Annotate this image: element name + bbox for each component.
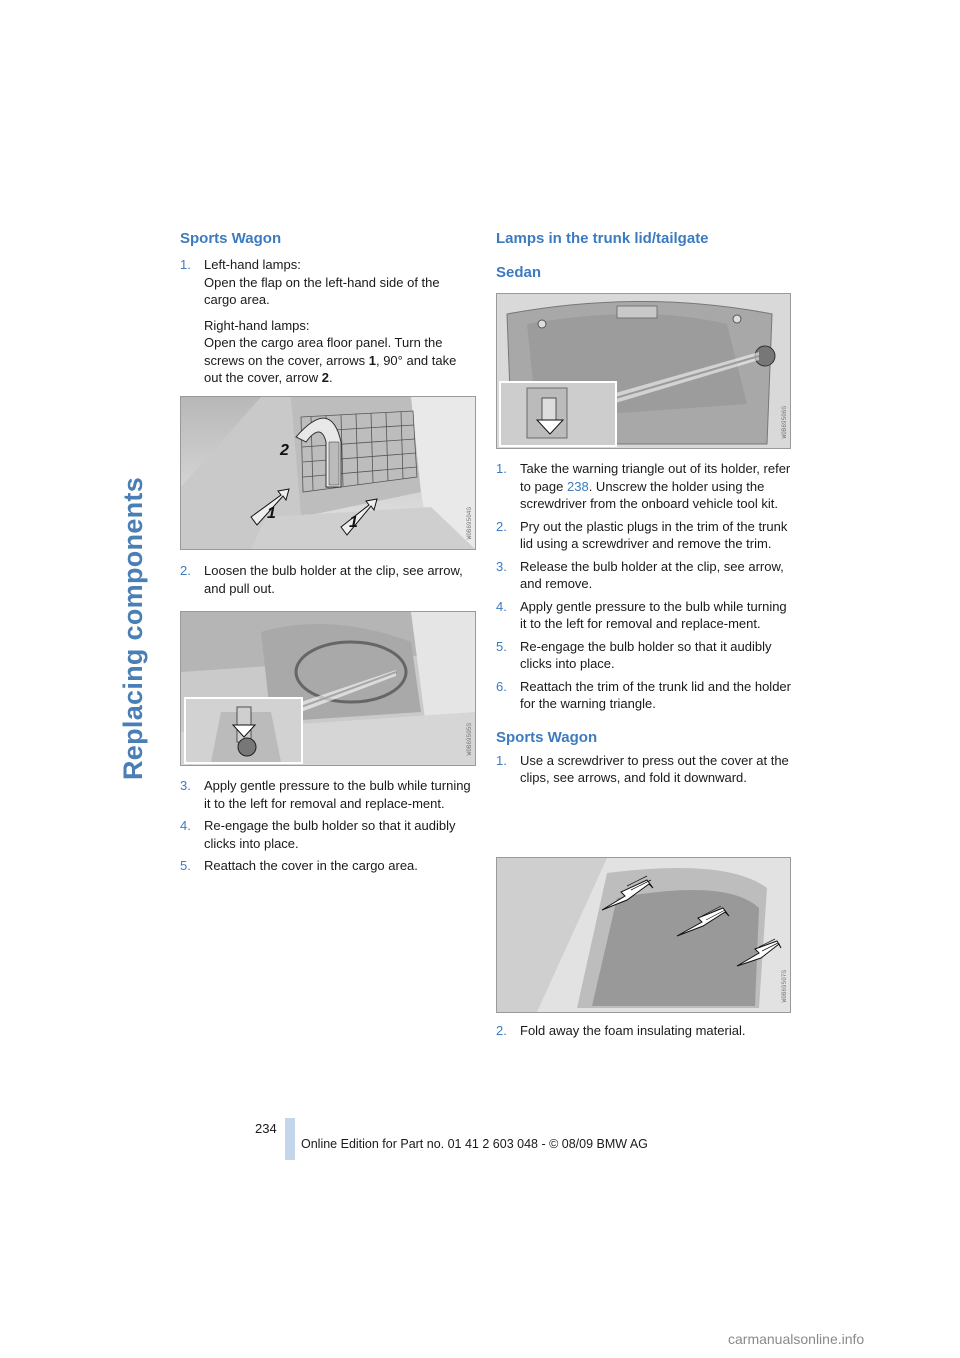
step-item [180, 857, 475, 875]
step-number: 3. [496, 558, 507, 574]
page-number: 234 [255, 1121, 277, 1136]
step-text: Open the flap on the left-hand side of the cargo area. [204, 274, 440, 307]
wagon-step-2 [496, 1022, 791, 1040]
step-item [496, 598, 791, 633]
bulb-holder-illustration [181, 612, 475, 765]
step-text: . Unscrew the holder using the screwdriver from the onboard vehicle tool kit. [520, 478, 778, 511]
step-text: Pry out the plastic plugs in the trim of the trunk lid using a screwdriver and remove the trim. [520, 518, 788, 551]
step-number: 4. [496, 598, 507, 614]
step-number: 5. [496, 638, 507, 654]
step-item [496, 638, 791, 673]
step-text: Apply gentle pressure to the bulb while turning it to the left for removal and replace-ment. [520, 598, 787, 631]
step-number: 1. [180, 257, 191, 272]
figure-sedan-trunk-lid [496, 293, 791, 449]
step-item [496, 460, 791, 513]
step-text: Left-hand lamps: [204, 257, 301, 272]
step-text: Reattach the cover in the cargo area. [204, 858, 418, 873]
watermark-text: carmanualsonline.info [728, 1331, 865, 1347]
heading-sports-wagon-left: Sports Wagon [180, 230, 282, 247]
step-item [180, 562, 475, 597]
left-step-2 [180, 562, 475, 597]
sidebar-title-text: Replacing components [118, 476, 148, 780]
step-number: 2. [180, 563, 191, 578]
arrow-2-label: 2 [280, 442, 289, 459]
page-reference-link[interactable]: 238 [567, 478, 589, 494]
step-item [180, 777, 475, 812]
cargo-area-illustration [181, 397, 475, 549]
step-number: 3. [180, 778, 191, 793]
arrow-1a-label: 1 [267, 505, 276, 522]
step-text: Reattach the trim of the trunk lid and the holder for the warning triangle. [520, 678, 791, 711]
figure-bulb-holder-cargo [180, 611, 476, 766]
step-item [496, 518, 791, 553]
right-column [496, 230, 791, 281]
step-number: 2. [496, 1023, 507, 1038]
heading-sports-wagon-right: Sports Wagon [496, 728, 598, 746]
step-item [180, 817, 475, 852]
step-text: Re-engage the bulb holder so that it audibly clicks into place. [204, 818, 456, 851]
step-text: Re-engage the bulb holder so that it audibly clicks into place. [520, 638, 772, 671]
figure-code: W0B69505G [466, 722, 473, 755]
sedan-steps [496, 460, 791, 787]
figure-code: W0B69506G [781, 405, 788, 438]
step-number: 1. [496, 461, 507, 476]
step-number: 2. [496, 518, 507, 534]
figure-code: W0B69507G [781, 969, 788, 1002]
step-text: Release the bulb holder at the clip, see arrow, and remove. [520, 558, 784, 591]
trunk-lid-illustration [497, 294, 790, 448]
step-text: Take the warning triangle out of its holder, refer to page [520, 461, 791, 494]
footer-edition-text: Online Edition for Part no. 01 41 2 603 048 - © 08/09 BMW AG [301, 1137, 648, 1151]
step-item [496, 752, 791, 787]
step-paragraph: Right-hand lamps: [204, 317, 310, 333]
figure-cargo-area-cover [180, 396, 476, 550]
step-number: 5. [180, 858, 191, 873]
heading-sedan: Sedan [496, 264, 542, 281]
step-item [496, 1022, 791, 1040]
step-item [496, 678, 791, 713]
arrow-1b-label: 1 [349, 514, 358, 531]
step-text: Loosen the bulb holder at the clip, see arrow, and pull out. [204, 563, 463, 596]
step-text: Fold away the foam insulating material. [520, 1023, 746, 1038]
step-item [180, 256, 475, 309]
heading-trunk-lid-lamps: Lamps in the trunk lid/tailgate [496, 230, 709, 247]
step-paragraph: Open the cargo area floor panel. Turn the screws on the cover, arrows 1, 90° and take out the cover, arrow 2. [204, 335, 457, 385]
left-column [180, 230, 475, 387]
step-number: 1. [496, 752, 507, 768]
left-steps-3-5 [180, 777, 475, 875]
step-number: 4. [180, 818, 191, 833]
tailgate-illustration [497, 858, 790, 1012]
figure-tailgate-cover [496, 857, 791, 1013]
step-text: Use a screwdriver to press out the cover at the clips, see arrows, and fold it downward. [520, 752, 789, 785]
figure-code: W0B69504G [466, 506, 473, 539]
step-text: Apply gentle pressure to the bulb while turning it to the left for removal and replace-ment. [204, 778, 471, 811]
step-number: 6. [496, 678, 507, 694]
footer-accent-bar [285, 1118, 295, 1160]
section-sidebar-title [112, 230, 152, 790]
step-item [496, 558, 791, 593]
